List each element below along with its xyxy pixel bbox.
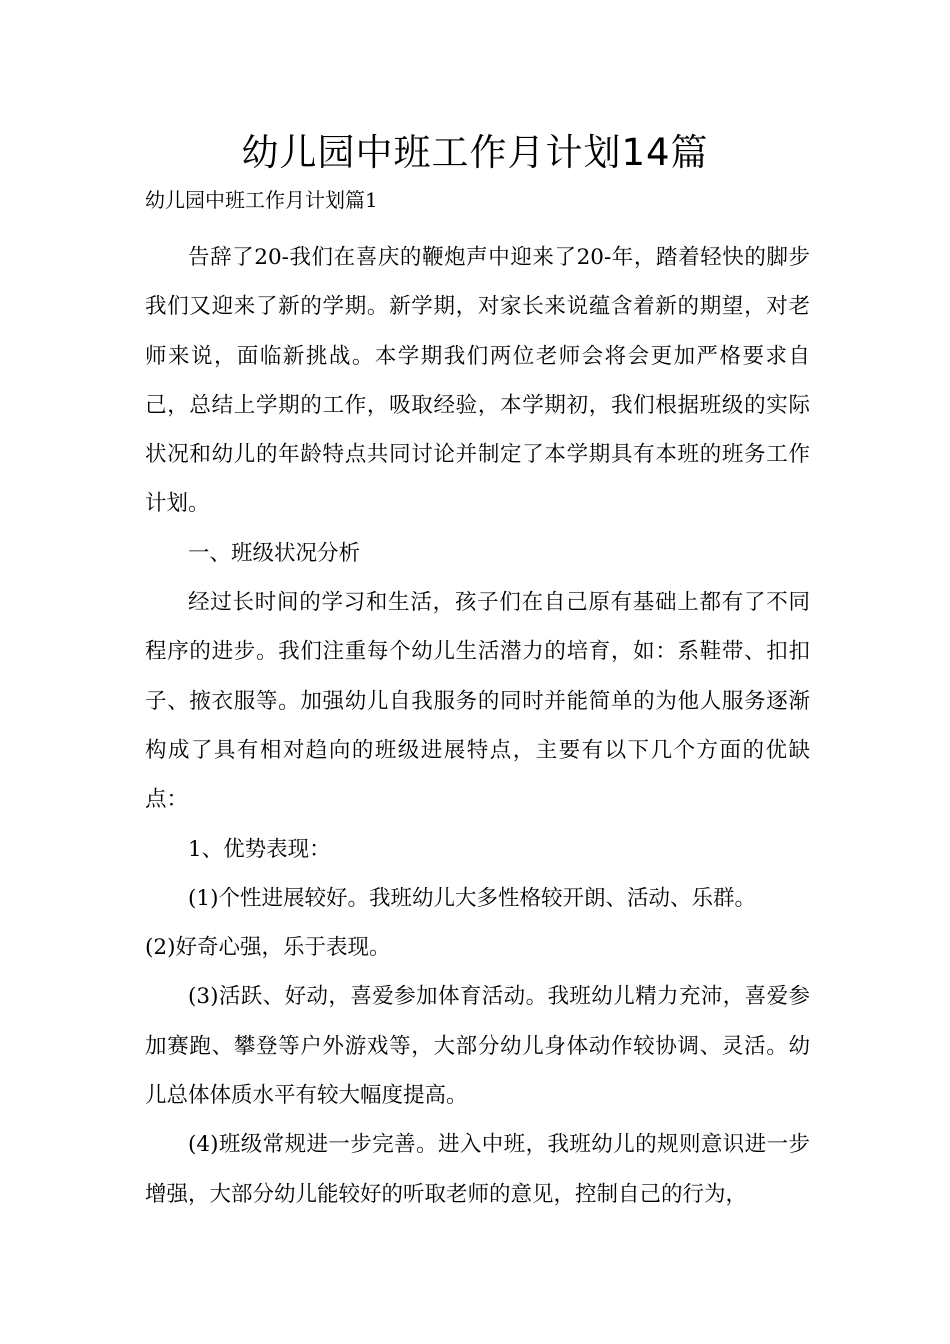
paragraph-analysis: 经过长时间的学习和生活，孩子们在自己原有基础上都有了不同程序的进步。我们注重每个幼儿生活潜力的培育，如：系鞋带、扣扣子、掖衣服等。加强幼儿自我服务的同时并能简单的为他人服务逐渐构成了具有相对趋向的班级进展特点，主要有以下几个方面的优缺点： [145, 590, 810, 813]
document-body [145, 233, 810, 1219]
heading-class-analysis: 一、班级状况分析 [188, 540, 361, 566]
section-subtitle: 幼儿园中班工作月计划篇1 [145, 188, 378, 212]
heading-advantages: 1、优势表现： [188, 836, 331, 862]
list-item-2: (2)好奇心强，乐于表现。 [145, 935, 391, 961]
paragraph-intro: 告辞了20-我们在喜庆的鞭炮声中迎来了20-年，踏着轻快的脚步我们又迎来了新的学期。新学期，对家长来说蕴含着新的期望，对老师来说，面临新挑战。本学期我们两位老师会将会更加严格要求自己，总结上学期的工作，吸取经验，本学期初，我们根据班级的实际状况和幼儿的年龄特点共同讨论并制定了本学期具有本班的班务工作计划。 [145, 245, 810, 517]
list-item-1: (1)个性进展较好。我班幼儿大多性格较开朗、活动、乐群。 [188, 885, 756, 911]
document-title: 幼儿园中班工作月计划14篇 [241, 131, 709, 174]
list-item-3: (3)活跃、好动，喜爱参加体育活动。我班幼儿精力充沛，喜爱参加赛跑、攀登等户外游戏等，大部分幼儿身体动作较协调、灵活。幼儿总体体质水平有较大幅度提高。 [145, 984, 810, 1109]
list-item-4: (4)班级常规进一步完善。进入中班，我班幼儿的规则意识进一步增强，大部分幼儿能较好的听取老师的意见，控制自己的行为， [145, 1132, 810, 1207]
